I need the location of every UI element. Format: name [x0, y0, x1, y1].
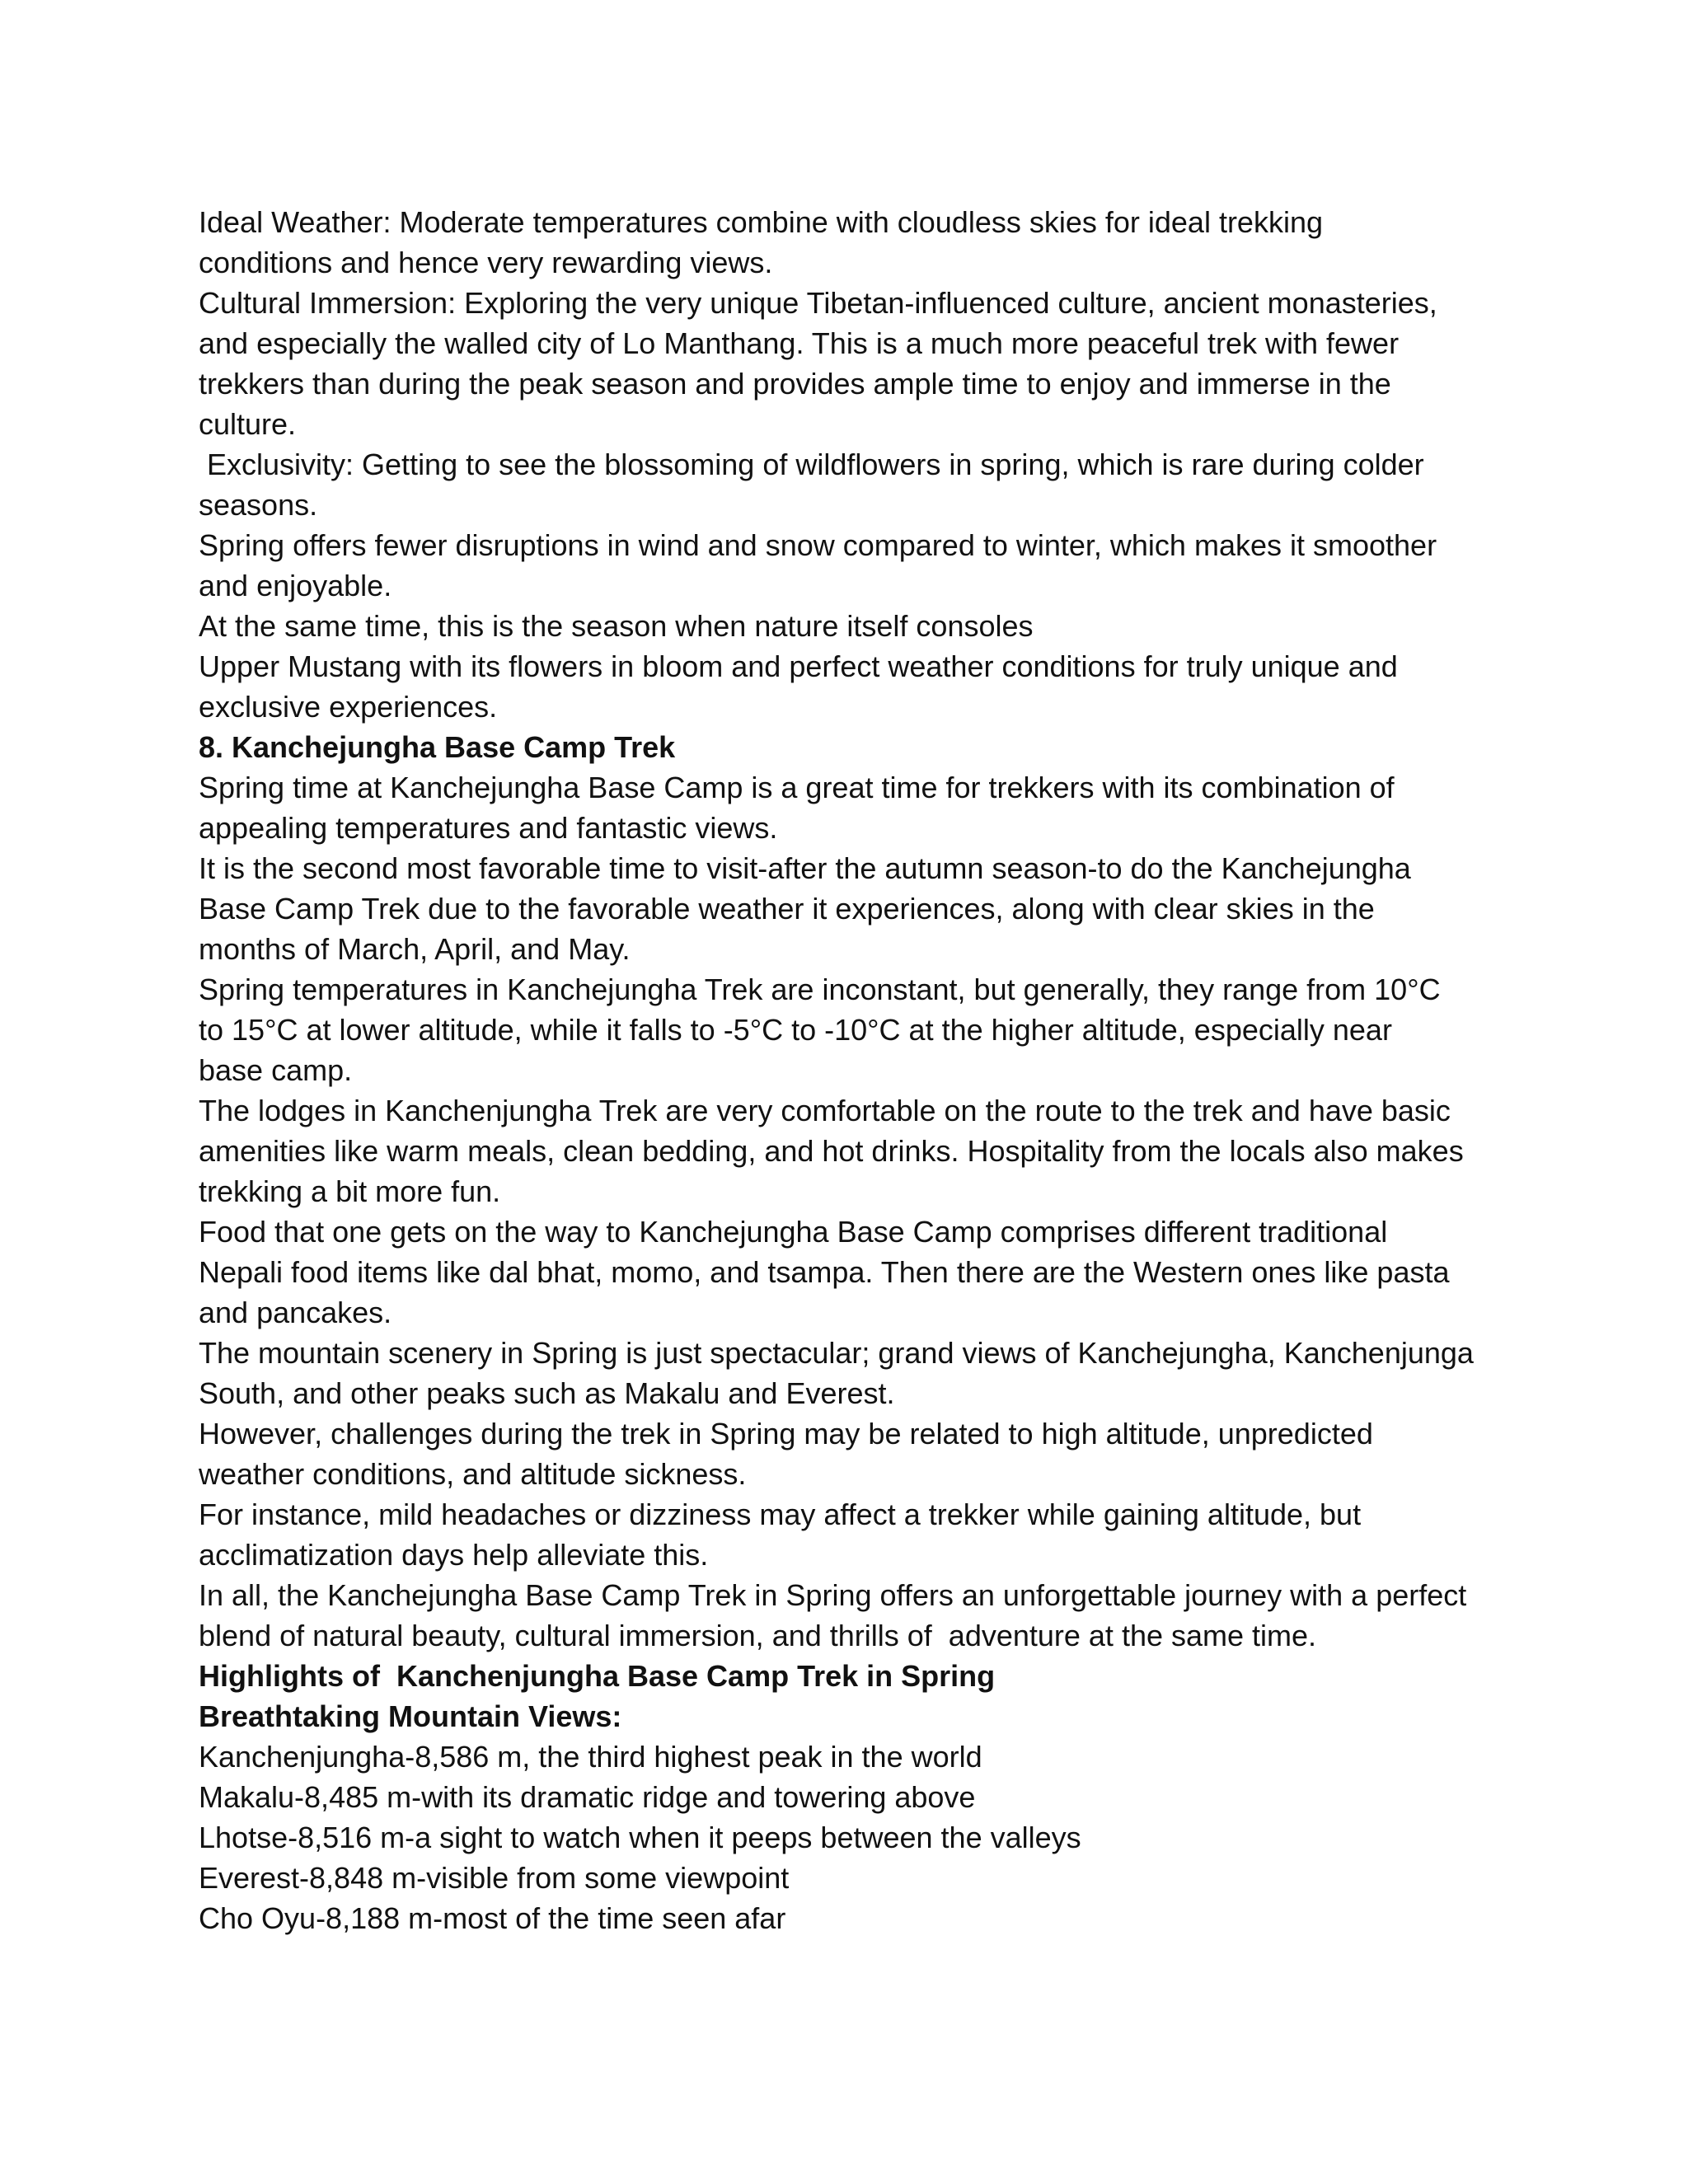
text-line: Spring offers fewer disruptions in wind and snow compared to winter, which makes it smoother — [199, 528, 1437, 562]
section-heading: Highlights of Kanchenjungha Base Camp Trek in Spring — [199, 1659, 996, 1693]
text-line: Spring time at Kanchejungha Base Camp is a great time for trekkers with its combination of — [199, 771, 1395, 804]
text-line: blend of natural beauty, cultural immersion, and thrills of adventure at the same time. — [199, 1619, 1317, 1652]
text-line: and enjoyable. — [199, 569, 392, 602]
text-line: South, and other peaks such as Makalu and Everest. — [199, 1376, 895, 1410]
text-line: Upper Mustang with its flowers in bloom and perfect weather conditions for truly unique and — [199, 649, 1398, 683]
text-line: base camp. — [199, 1053, 353, 1087]
text-line: to 15°C at lower altitude, while it falls to -5°C to -10°C at the higher altitude, especially near — [199, 1013, 1392, 1047]
text-line: weather conditions, and altitude sickness. — [199, 1457, 747, 1491]
text-line: amenities like warm meals, clean bedding, and hot drinks. Hospitality from the locals also makes — [199, 1134, 1464, 1168]
text-line: It is the second most favorable time to visit-after the autumn season-to do the Kanchejungha — [199, 851, 1411, 885]
text-line: months of March, April, and May. — [199, 932, 631, 966]
text-line: For instance, mild headaches or dizziness may affect a trekker while gaining altitude, but — [199, 1497, 1362, 1531]
text-line: Food that one gets on the way to Kanchejungha Base Camp comprises different traditional — [199, 1215, 1388, 1249]
text-line: The mountain scenery in Spring is just spectacular; grand views of Kanchejungha, Kanchenjunga — [199, 1336, 1474, 1370]
section-heading: 8. Kanchejungha Base Camp Trek — [199, 730, 676, 764]
section-heading: Breathtaking Mountain Views: — [199, 1699, 622, 1733]
text-line: Exclusivity: Getting to see the blossoming of wildflowers in spring, which is rare during colder — [199, 448, 1424, 481]
text-line: At the same time, this is the season when nature itself consoles — [199, 609, 1034, 643]
text-line: Cho Oyu-8,188 m-most of the time seen afar — [199, 1901, 786, 1935]
text-line: Nepali food items like dal bhat, momo, and tsampa. Then there are the Western ones like pasta — [199, 1255, 1450, 1289]
text-line: conditions and hence very rewarding views. — [199, 246, 773, 279]
text-line: Ideal Weather: Moderate temperatures combine with cloudless skies for ideal trekking — [199, 205, 1323, 239]
text-line: seasons. — [199, 488, 318, 522]
text-line: Everest-8,848 m-visible from some viewpoint — [199, 1861, 790, 1895]
text-line: The lodges in Kanchenjungha Trek are very comfortable on the route to the trek and have basic — [199, 1094, 1451, 1127]
text-line: Cultural Immersion: Exploring the very unique Tibetan-influenced culture, ancient monasteries, — [199, 286, 1437, 320]
text-line: Kanchenjungha-8,586 m, the third highest peak in the world — [199, 1740, 982, 1774]
text-line: However, challenges during the trek in Spring may be related to high altitude, unpredicted — [199, 1417, 1373, 1451]
text-line: exclusive experiences. — [199, 690, 498, 724]
text-line: culture. — [199, 407, 297, 441]
text-line: Makalu-8,485 m-with its dramatic ridge and towering above — [199, 1780, 976, 1814]
document-body — [199, 202, 1501, 1938]
text-line: Base Camp Trek due to the favorable weather it experiences, along with clear skies in the — [199, 892, 1375, 926]
text-line: and especially the walled city of Lo Manthang. This is a much more peaceful trek with fewer — [199, 326, 1400, 360]
text-line: Spring temperatures in Kanchejungha Trek are inconstant, but generally, they range from 10°C — [199, 972, 1441, 1006]
text-line: Lhotse-8,516 m-a sight to watch when it peeps between the valleys — [199, 1821, 1081, 1854]
text-line: appealing temperatures and fantastic views. — [199, 811, 778, 845]
text-line: acclimatization days help alleviate this. — [199, 1538, 709, 1572]
text-line: and pancakes. — [199, 1296, 392, 1329]
text-line: In all, the Kanchejungha Base Camp Trek in Spring offers an unforgettable journey with a perfect — [199, 1578, 1467, 1612]
text-line: trekking a bit more fun. — [199, 1174, 501, 1208]
text-line: trekkers than during the peak season and provides ample time to enjoy and immerse in the — [199, 367, 1391, 401]
